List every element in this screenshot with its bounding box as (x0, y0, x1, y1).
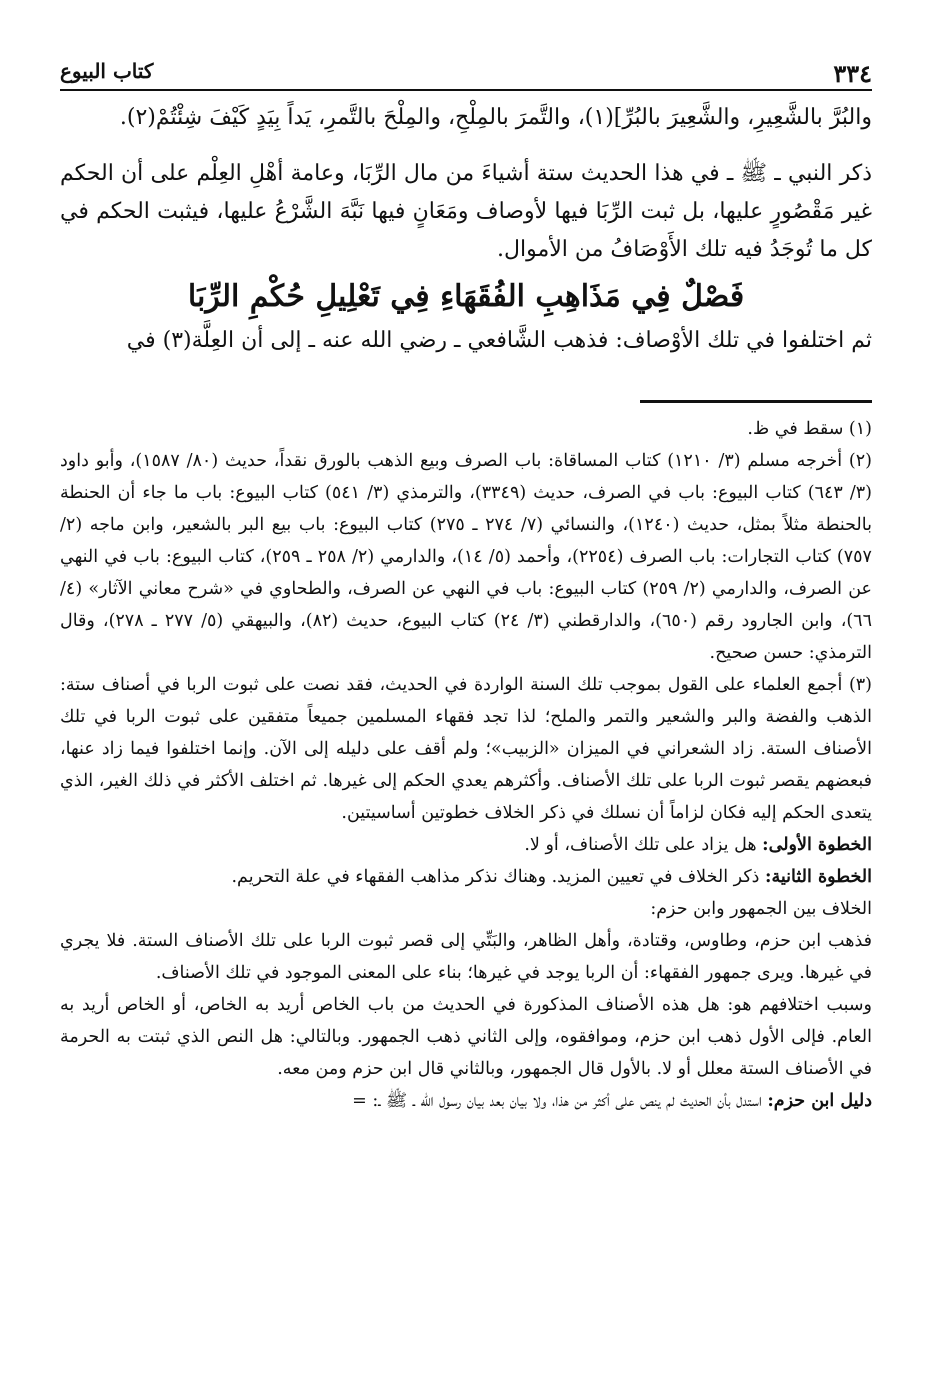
khilaf-title: الخلاف بين الجمهور وابن حزم: (650, 899, 872, 919)
paragraph-disagreement: ثم اختلفوا في تلك الأوْصاف: فذهب الشَّافعي ـ رضي الله عنه ـ إلى أن العِلَّة(٣) في (126, 328, 872, 353)
section-title: فَصْلٌ فِي مَذَاهِبِ الفُقَهَاءِ فِي تَعْلِيلِ حُكْمِ الرِّبَا (187, 279, 745, 314)
paragraph-hadith-end: والبُرَّ بالشَّعِيرِ، والشَّعِيرَ بالبُرِّ](١)، والتَّمرَ بالمِلْحِ، والمِلْحَ بالتَّمرِ، يَداً بِيَدٍ كَيْفَ شِئْتُمْ(٢). (119, 105, 872, 130)
khilaf-text: فذهب ابن حزم، وطاوس، وقتادة، وأهل الظاهر، والبَتِّي إلى قصر ثبوت الربا على تلك الأصناف الستة. فلا يجري في غيرها. ويرى جمهور الفقهاء: أن الربا يوجد في غيرها؛ بناء على المعنى الموجود في تلك الأصناف. (60, 931, 872, 983)
dalil-label: دليل ابن حزم: (767, 1091, 872, 1111)
running-title: كتاب البيوع (60, 59, 161, 83)
step-two-text: ذكر الخلاف في تعيين المزيد. وهناك نذكر مذاهب الفقهاء في علة التحريم. (231, 867, 760, 887)
page-number: ٣٣٤ (825, 59, 872, 88)
step-one-text: هل يزاد على تلك الأصناف، أو لا. (524, 835, 757, 855)
step-two-label: الخطوة الثانية: (765, 867, 872, 887)
footnote-separator (640, 400, 872, 403)
footnote-3: (٣) أجمع العلماء على القول بموجب تلك السنة الواردة في الحديث، فقد نصت على ثبوت الربا في أصناف ستة: الذهب والفضة والبر والشعير والتمر والملح؛ لذا تجد فقهاء المسلمين جميعاً متفقين على ثبوت الربا في تلك الأصناف الستة. زاد الشعراني في الميزان «الزبيب»؛ ولم أقف على دليله إلى الآن. وإنما اختلفوا فيما زاد عنها، فبعضهم يقصر ثبوت الربا على تلك الأصناف. وأكثرهم يعدي الحكم إلى غيرها. ثم اختلف الأكثر في ذلك الغير، الذي يتعدى الحكم إليه فكان لزاماً أن نسلك في ذكر الخلاف خطوتين أساسيتين. (60, 675, 872, 823)
step-two (60, 861, 872, 893)
main-text (60, 99, 872, 360)
book-page (60, 55, 872, 1117)
dalil-text: استدل بأن الحديث لم ينص على أكثر من هذا، ولا بيان بعد بيان رسول الله ـ ﷺ ـ: = (352, 1091, 762, 1111)
footnote-2: (٢) أخرجه مسلم (٣/ ١٢١٠) كتاب المساقاة: باب الصرف وبيع الذهب بالورق نقداً، حديث (٨٠/ ١٥٨٧)، وأبو داود (٣/ ٦٤٣) كتاب البيوع: باب في الصرف، حديث (٣٣٤٩)، والترمذي (٣/ ٥٤١) كتاب البيوع: باب ما جاء أن الحنطة بالحنطة مثلاً بمثل، حديث (١٢٤٠)، والنسائي (٧/ ٢٧٤ ـ ٢٧٥) كتاب البيوع: باب بيع البر بالشعير، وابن ماجه (٢/ ٧٥٧) كتاب التجارات: باب الصرف (٢٢٥٤)، وأحمد (٥/ ١٤)، والدارمي (٢/ ٢٥٨ ـ ٢٥٩)، كتاب البيوع: باب في النهي عن الصرف، والدارمي (٢/ ٢٥٩) كتاب البيوع: باب في النهي عن الصرف، والطحاوي في «شرح معاني الآثار» (٤/ ٦٦)، وابن الجارود رقم (٦٥٠)، والدارقطني (٣/ ٢٤) كتاب البيوع، حديث (٨٢)، والبيهقي (٥/ ٢٧٧ ـ ٢٧٨)، وقال الترمذي: حسن صحيح. (60, 451, 872, 663)
paragraph-six-items: ذكر النبي ـ ﷺ ـ في هذا الحديث ستة أشياءَ من مال الرِّبَا، وعامة أهْلِ العِلْم على أن الحكم غير مَقْصُورٍ عليها، بل ثبت الرِّبَا فيها لأوصاف ومَعَانٍ فيها نَبَّهَ الشَّرْعُ عليها، فيثبت الحكم في كل ما تُوجَدُ فيه تلك الأَوْصَافُ من الأموال. (60, 161, 872, 262)
footnotes (60, 413, 872, 1117)
dalil (60, 1085, 872, 1117)
step-one (60, 829, 872, 861)
sabab-text: وسبب اختلافهم هو: هل هذه الأصناف المذكورة في الحديث من باب الخاص أريد به الخاص، أو الخاص أريد به العام. فإلى الأول ذهب ابن حزم، وموافقوه، وإلى الثاني ذهب الجمهور. وبالتالي: هل النص الذي ثبتت به الحرمة في الأصناف الستة معلل أو لا. بالأول قال الجمهور، وبالثاني قال ابن حزم ومن معه. (60, 995, 872, 1079)
step-one-label: الخطوة الأولى: (762, 835, 872, 855)
page-header (60, 55, 872, 91)
footnote-1: (١) سقط في ظ. (747, 419, 872, 439)
